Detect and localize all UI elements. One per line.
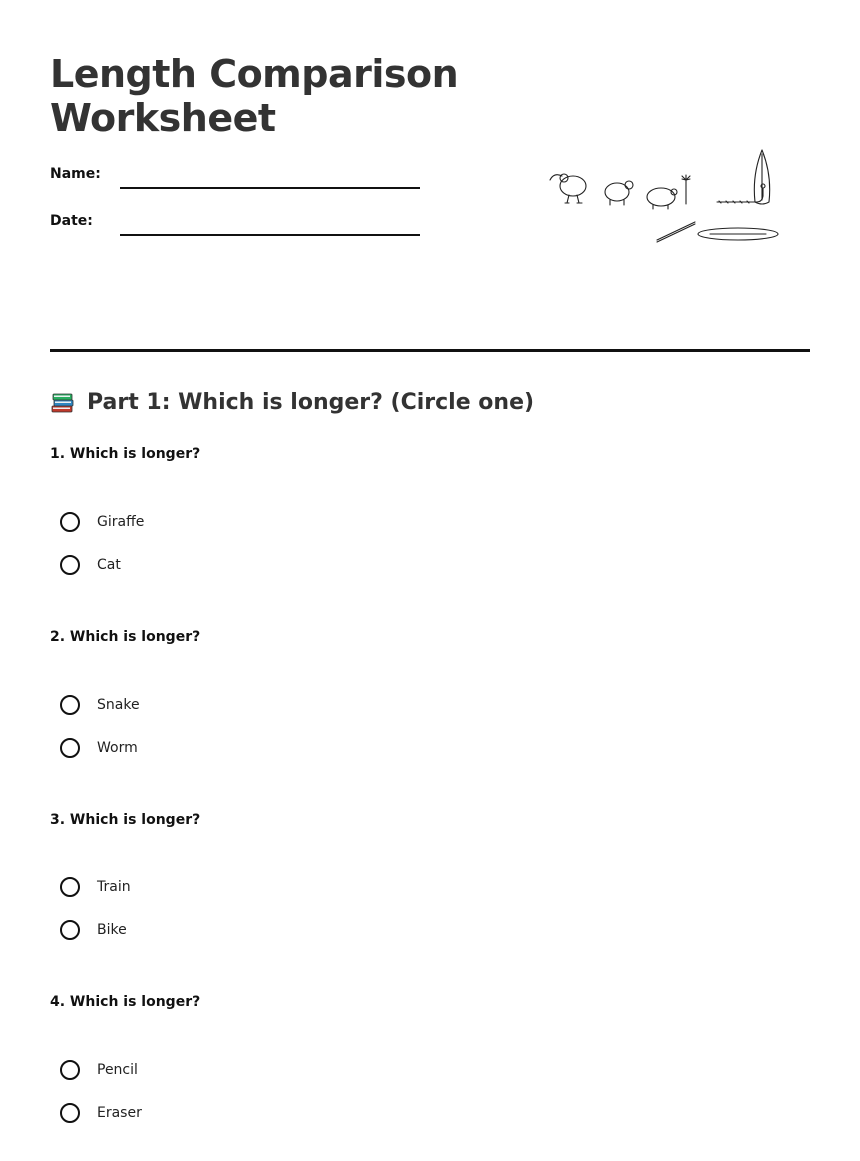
- kiwi-bird-icon: [550, 174, 586, 203]
- question-3: 3. Which is longer?: [50, 812, 201, 828]
- radio-circle[interactable]: [60, 920, 80, 940]
- option-label[interactable]: Bike: [97, 922, 127, 938]
- snowboard-icon: [698, 228, 778, 240]
- section-divider: [50, 349, 810, 352]
- question-3-option-2[interactable]: [60, 918, 127, 942]
- question-3-option-1[interactable]: [60, 875, 131, 899]
- radio-circle[interactable]: [60, 1103, 80, 1123]
- name-label: Name:: [50, 166, 101, 182]
- length-illustration: [540, 140, 790, 250]
- option-label[interactable]: Eraser: [97, 1105, 142, 1121]
- pencil-icon: [657, 222, 695, 242]
- question-4: 4. Which is longer?: [50, 994, 201, 1010]
- radio-circle[interactable]: [60, 555, 80, 575]
- option-label[interactable]: Train: [97, 879, 131, 895]
- worksheet-title: Length Comparison Worksheet: [50, 52, 459, 140]
- name-field[interactable]: [120, 187, 420, 189]
- question-2: 2. Which is longer?: [50, 629, 201, 645]
- books-icon: [50, 389, 76, 415]
- palm-tree-icon: [682, 175, 690, 204]
- question-4-option-1[interactable]: [60, 1058, 138, 1082]
- question-1-option-1[interactable]: [60, 510, 144, 534]
- question-1: 1. Which is longer?: [50, 446, 201, 462]
- snake-icon: [717, 184, 765, 203]
- option-label[interactable]: Pencil: [97, 1062, 138, 1078]
- date-field[interactable]: [120, 234, 420, 236]
- option-label[interactable]: Cat: [97, 557, 121, 573]
- sheep-icon: [605, 181, 633, 205]
- question-4-option-2[interactable]: [60, 1101, 142, 1125]
- surfboard-icon: [754, 150, 769, 204]
- option-label[interactable]: Worm: [97, 740, 138, 756]
- radio-circle[interactable]: [60, 738, 80, 758]
- option-label[interactable]: Snake: [97, 697, 140, 713]
- radio-circle[interactable]: [60, 1060, 80, 1080]
- question-1-option-2[interactable]: [60, 553, 121, 577]
- radio-circle[interactable]: [60, 695, 80, 715]
- option-label[interactable]: Giraffe: [97, 514, 145, 530]
- radio-circle[interactable]: [60, 877, 80, 897]
- radio-circle[interactable]: [60, 512, 80, 532]
- question-2-option-2[interactable]: [60, 736, 138, 760]
- part1-title: [50, 389, 534, 415]
- part1-title-text: Part 1: Which is longer? (Circle one): [87, 389, 535, 415]
- date-label: Date:: [50, 213, 93, 229]
- pig-icon: [647, 188, 677, 209]
- question-2-option-1[interactable]: [60, 693, 140, 717]
